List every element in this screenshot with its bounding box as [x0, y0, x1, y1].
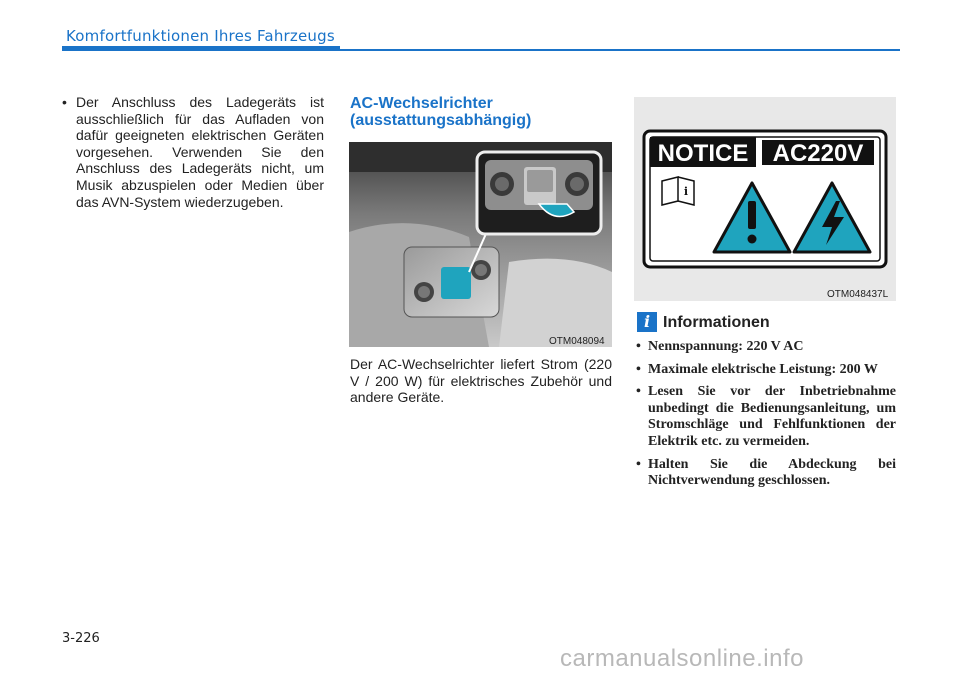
header-rule-thin — [340, 49, 900, 51]
header-rule-thick — [62, 46, 340, 51]
info-list — [636, 339, 896, 496]
info-item-text: Lesen Sie vor der Inbetriebnahme unbedingt die Bedienungsanleitung, um Stromschläge und Fehlfunktionen der Elektrik etc. zu vermeiden. — [648, 384, 896, 449]
info-title: Informationen — [663, 314, 770, 331]
bullet-item — [62, 94, 324, 210]
bullet-dot: • — [62, 94, 67, 110]
svg-text:i: i — [683, 185, 689, 198]
image-code: OTM048094 — [549, 336, 605, 347]
bullet-text: Der Anschluss des Ladegeräts ist ausschließlich für das Aufladen von dafür geeigneten elektrischen Geräten vorgesehen. Verwenden Sie den Anschluss des Ladegeräts nicht, um Musik abzuspielen oder Medien über das AVN-System wiederzugeben. — [76, 94, 324, 210]
image-code: OTM048437L — [827, 289, 889, 300]
notice-label-text: NOTICE — [657, 140, 749, 167]
info-item-text: Halten Sie die Abdeckung bei Nichtverwendung geschlossen. — [648, 456, 896, 489]
column-1 — [62, 94, 324, 210]
info-item: • Halten Sie die Abdeckung bei Nichtverwendung geschlossen. — [636, 456, 896, 489]
info-icon: i — [637, 312, 657, 332]
inverter-illustration — [349, 142, 612, 347]
section-heading: AC-Wechselrichter (ausstattungsabhängig) — [350, 95, 532, 129]
page-number: 3-226 — [62, 631, 100, 646]
info-item: • Nennspannung: 220 V AC — [636, 339, 896, 356]
info-item-text: Maximale elektrische Leistung: 200 W — [648, 361, 878, 377]
notice-label-illustration — [634, 97, 896, 301]
notice-label-image — [634, 97, 896, 301]
inverter-photo — [349, 142, 612, 347]
body-paragraph: Der AC-Wechselrichter liefert Strom (220 V / 200 W) für elektrisches Zubehör und andere Geräte. — [350, 356, 612, 406]
section-title: Komfortfunktionen Ihres Fahrzeugs — [66, 27, 335, 45]
watermark: carmanualsonline.info — [560, 645, 804, 672]
notice-voltage-text: AC220V — [772, 140, 864, 167]
info-item-text: Nennspannung: 220 V AC — [648, 339, 804, 354]
info-item: • Lesen Sie vor der Inbetriebnahme unbedingt die Bedienungsanleitung, um Stromschläge und Fehlfunktionen der Elektrik etc. zu vermeiden. — [636, 384, 896, 449]
info-item: • Maximale elektrische Leistung: 200 W — [636, 362, 896, 379]
